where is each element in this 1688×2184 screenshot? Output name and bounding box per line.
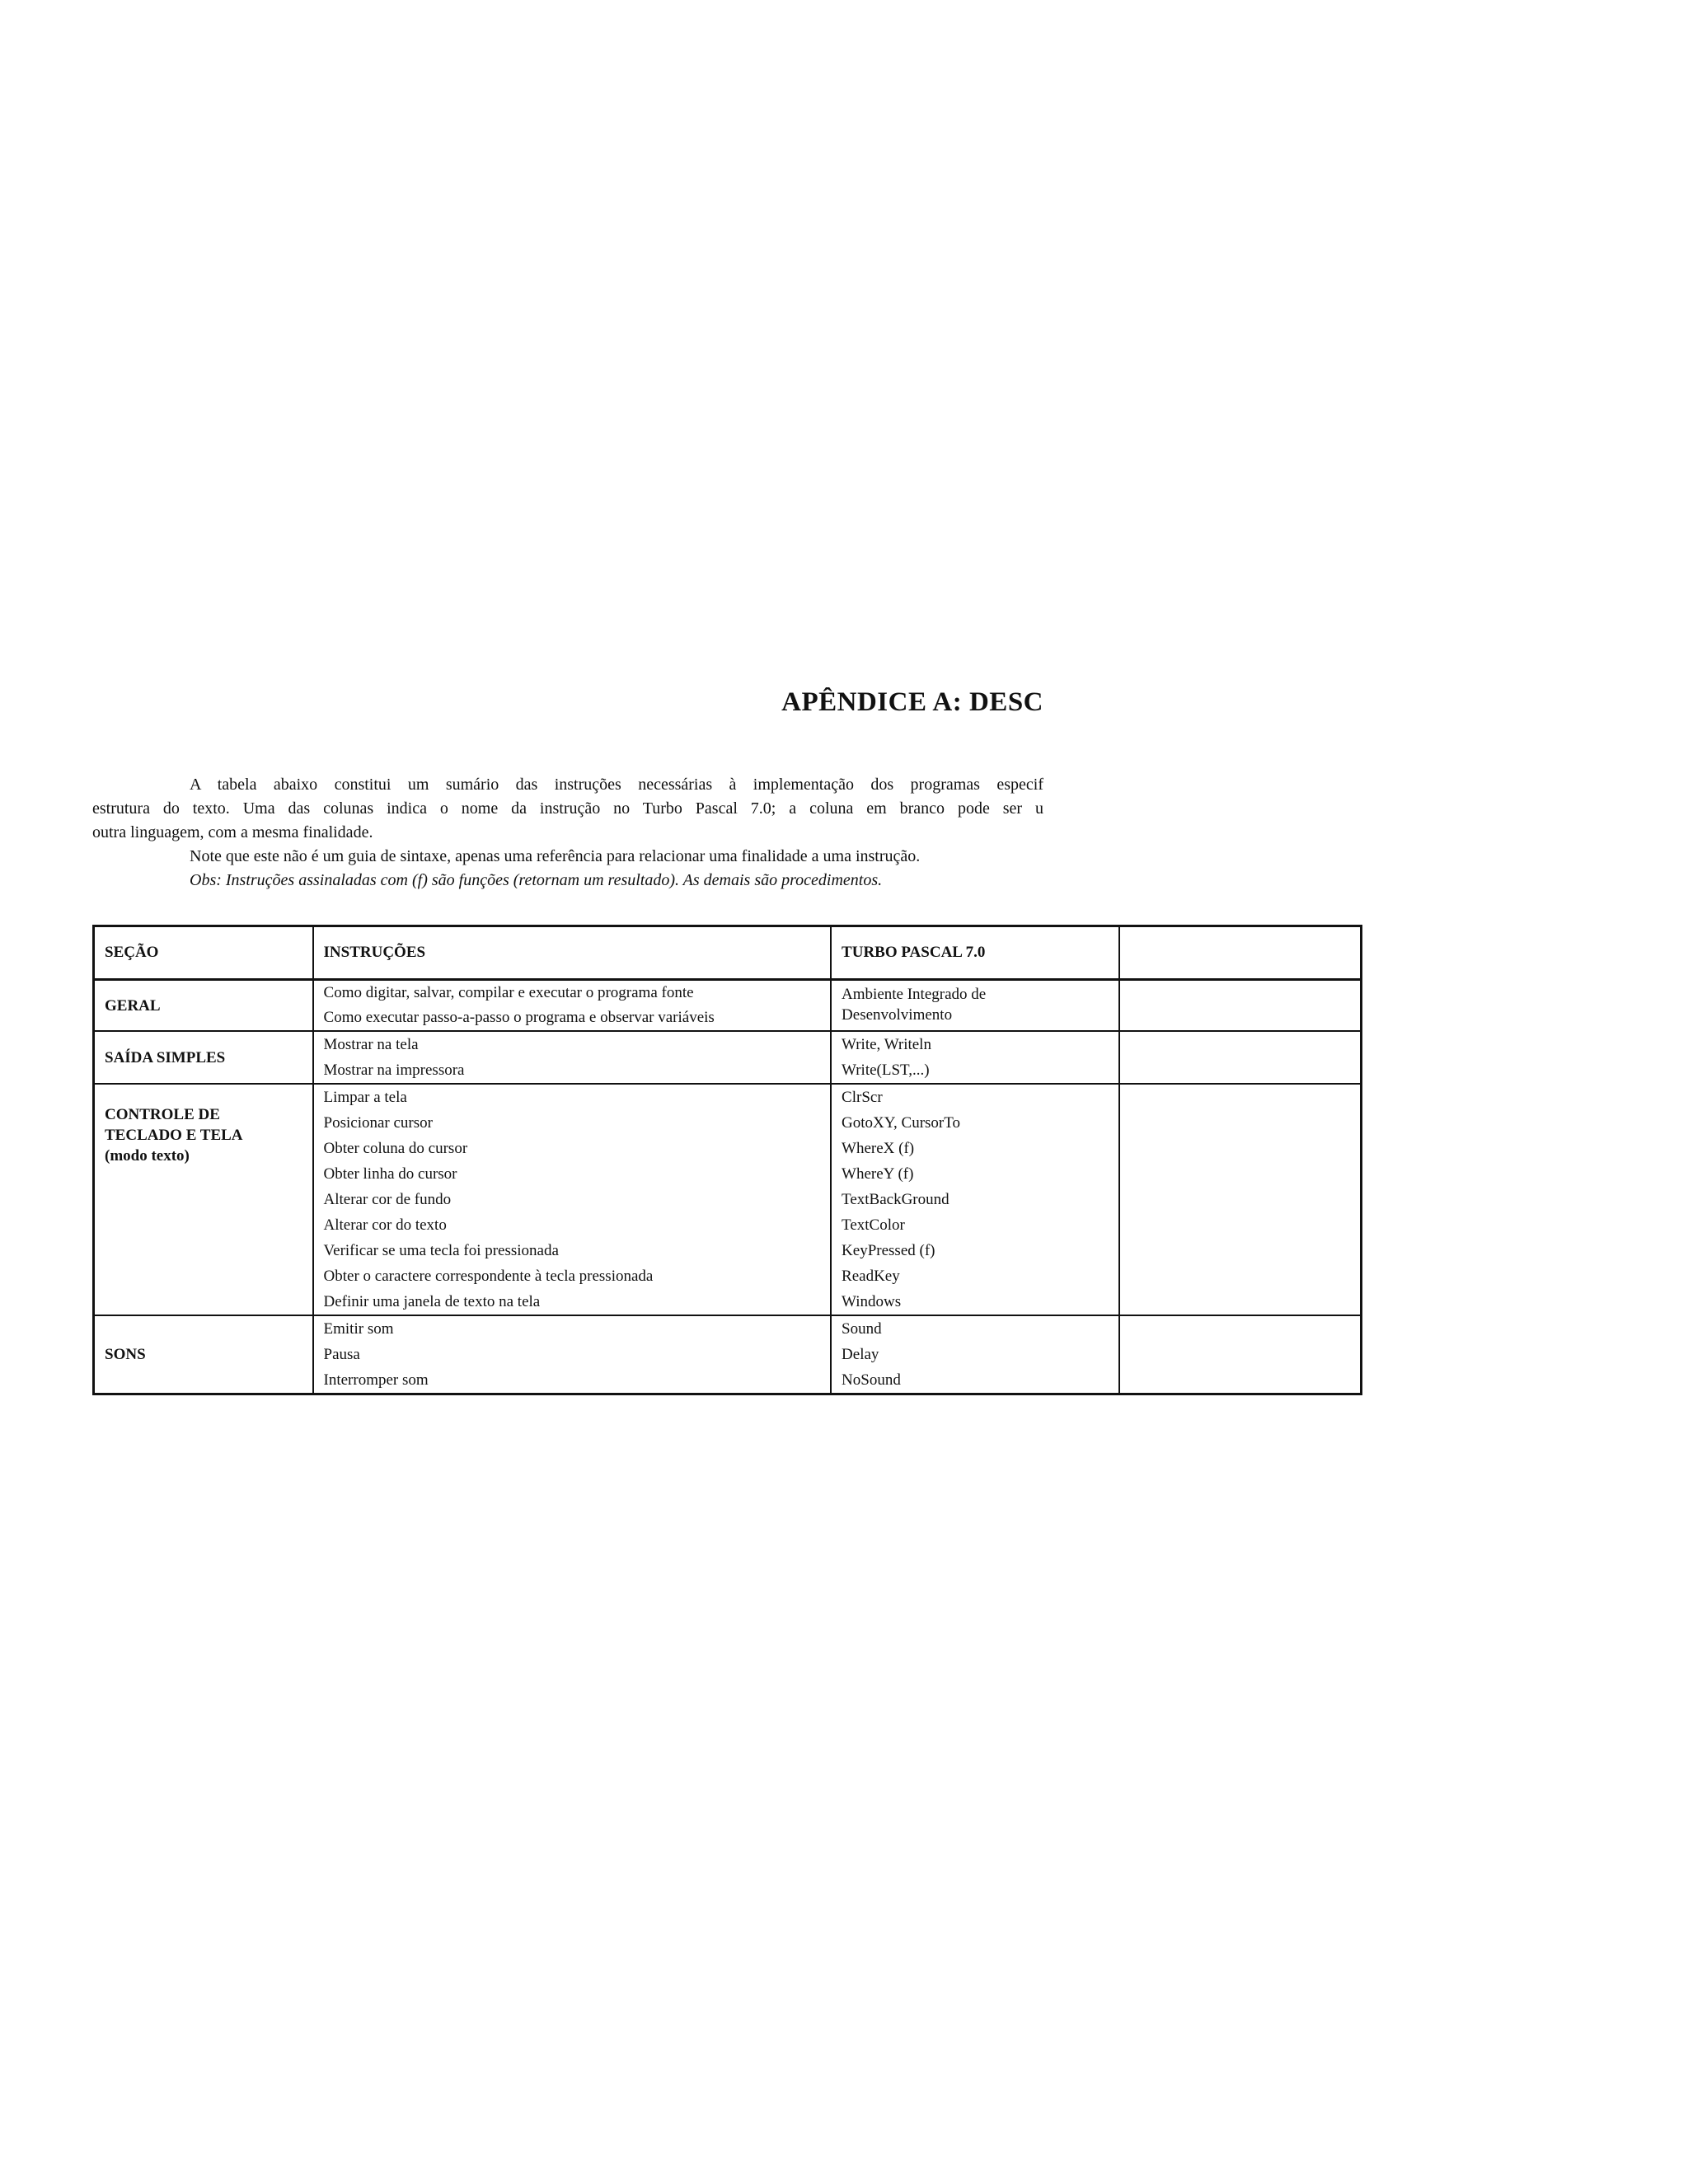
section-name-controle [94, 1084, 313, 1315]
blank-cell [1119, 1031, 1362, 1084]
instruction-item: Posicionar cursor [323, 1114, 433, 1132]
header-turbo-pascal: TURBO PASCAL 7.0 [831, 926, 1119, 980]
turbo-cell [831, 1315, 1119, 1394]
table-row-sons [94, 1315, 1362, 1394]
instruction-item: Interromper som [323, 1371, 429, 1389]
turbo-item: Ambiente Integrado de [842, 986, 987, 1003]
page-title: APÊNDICE A: DESC [781, 687, 1043, 717]
header-secao: SEÇÃO [94, 926, 313, 980]
instruction-item: Definir uma janela de texto na tela [323, 1293, 541, 1310]
table-header-row [94, 926, 1362, 980]
turbo-item: GotoXY, CursorTo [842, 1114, 961, 1132]
header-instrucoes: INSTRUÇÕES [313, 926, 832, 980]
turbo-item: Windows [842, 1293, 902, 1310]
table-row-saida-simples [94, 1031, 1362, 1084]
table-row-geral [94, 980, 1362, 1032]
turbo-item: Write, Writeln [842, 1036, 931, 1053]
section-name-sons [94, 1315, 313, 1394]
instructions-cell [313, 1315, 832, 1394]
instruction-item: Como digitar, salvar, compilar e executar o programa fonte [323, 984, 694, 1001]
instructions-table [92, 925, 1362, 1395]
turbo-item: Sound [842, 1320, 882, 1338]
instruction-item: Alterar cor de fundo [323, 1191, 452, 1208]
turbo-item: Desenvolvimento [842, 1006, 953, 1024]
section-name-line: GERAL [105, 996, 161, 1015]
intro-line-2: estrutura do texto. Uma das colunas indica o nome da instrução no Turbo Pascal 7.0; a coluna em branco pode ser u [92, 799, 1043, 818]
intro-note: Note que este não é um guia de sintaxe, apenas uma referência para relacionar uma finalidade a uma instrução. [190, 847, 921, 865]
instruction-item: Alterar cor do texto [323, 1216, 447, 1234]
instruction-item: Obter coluna do cursor [323, 1140, 468, 1157]
instruction-item: Verificar se uma tecla foi pressionada [323, 1242, 559, 1259]
turbo-item: Write(LST,...) [842, 1062, 930, 1079]
instruction-item: Obter linha do cursor [323, 1165, 457, 1183]
turbo-item: NoSound [842, 1371, 901, 1389]
section-name-line: (modo texto) [105, 1147, 190, 1165]
section-name-geral [94, 980, 313, 1032]
turbo-cell [831, 980, 1119, 1032]
intro-text [92, 773, 1043, 893]
section-name-line: SAÍDA SIMPLES [105, 1048, 226, 1066]
turbo-item: TextColor [842, 1216, 905, 1234]
instruction-item: Como executar passo-a-passo o programa e observar variáveis [323, 1009, 715, 1026]
table-row-controle-teclado-tela [94, 1084, 1362, 1315]
instruction-item: Emitir som [323, 1320, 394, 1338]
turbo-item: TextBackGround [842, 1191, 950, 1208]
instruction-item: Obter o caractere correspondente à tecla pressionada [323, 1268, 654, 1285]
header-blank-column [1119, 926, 1362, 980]
page-title-container [0, 687, 1043, 727]
instructions-cell [313, 1031, 832, 1084]
turbo-item: WhereY (f) [842, 1165, 914, 1183]
intro-line-1: A tabela abaixo constitui um sumário das instruções necessárias à implementação dos programas especif [190, 776, 1043, 794]
instruction-item: Limpar a tela [323, 1089, 407, 1106]
instructions-cell [313, 980, 832, 1032]
blank-cell [1119, 980, 1362, 1032]
instruction-item: Mostrar na tela [323, 1036, 419, 1053]
turbo-item: WhereX (f) [842, 1140, 915, 1157]
section-name-line: TECLADO E TELA [105, 1127, 243, 1144]
section-name-line: SONS [105, 1346, 146, 1363]
intro-obs: Obs: Instruções assinaladas com (f) são funções (retornam um resultado). As demais são procedimentos. [190, 871, 883, 889]
instructions-cell [313, 1084, 832, 1315]
turbo-item: Delay [842, 1346, 879, 1363]
blank-cell [1119, 1315, 1362, 1394]
instruction-item: Pausa [323, 1346, 360, 1363]
turbo-cell [831, 1031, 1119, 1084]
blank-cell [1119, 1084, 1362, 1315]
turbo-item: KeyPressed (f) [842, 1242, 935, 1259]
instruction-item: Mostrar na impressora [323, 1062, 465, 1079]
section-name-line: CONTROLE DE [105, 1106, 220, 1123]
intro-line-3: outra linguagem, com a mesma finalidade. [92, 823, 373, 841]
turbo-item: ClrScr [842, 1089, 883, 1106]
section-name-saida-simples [94, 1031, 313, 1084]
turbo-cell [831, 1084, 1119, 1315]
turbo-item: ReadKey [842, 1268, 900, 1285]
